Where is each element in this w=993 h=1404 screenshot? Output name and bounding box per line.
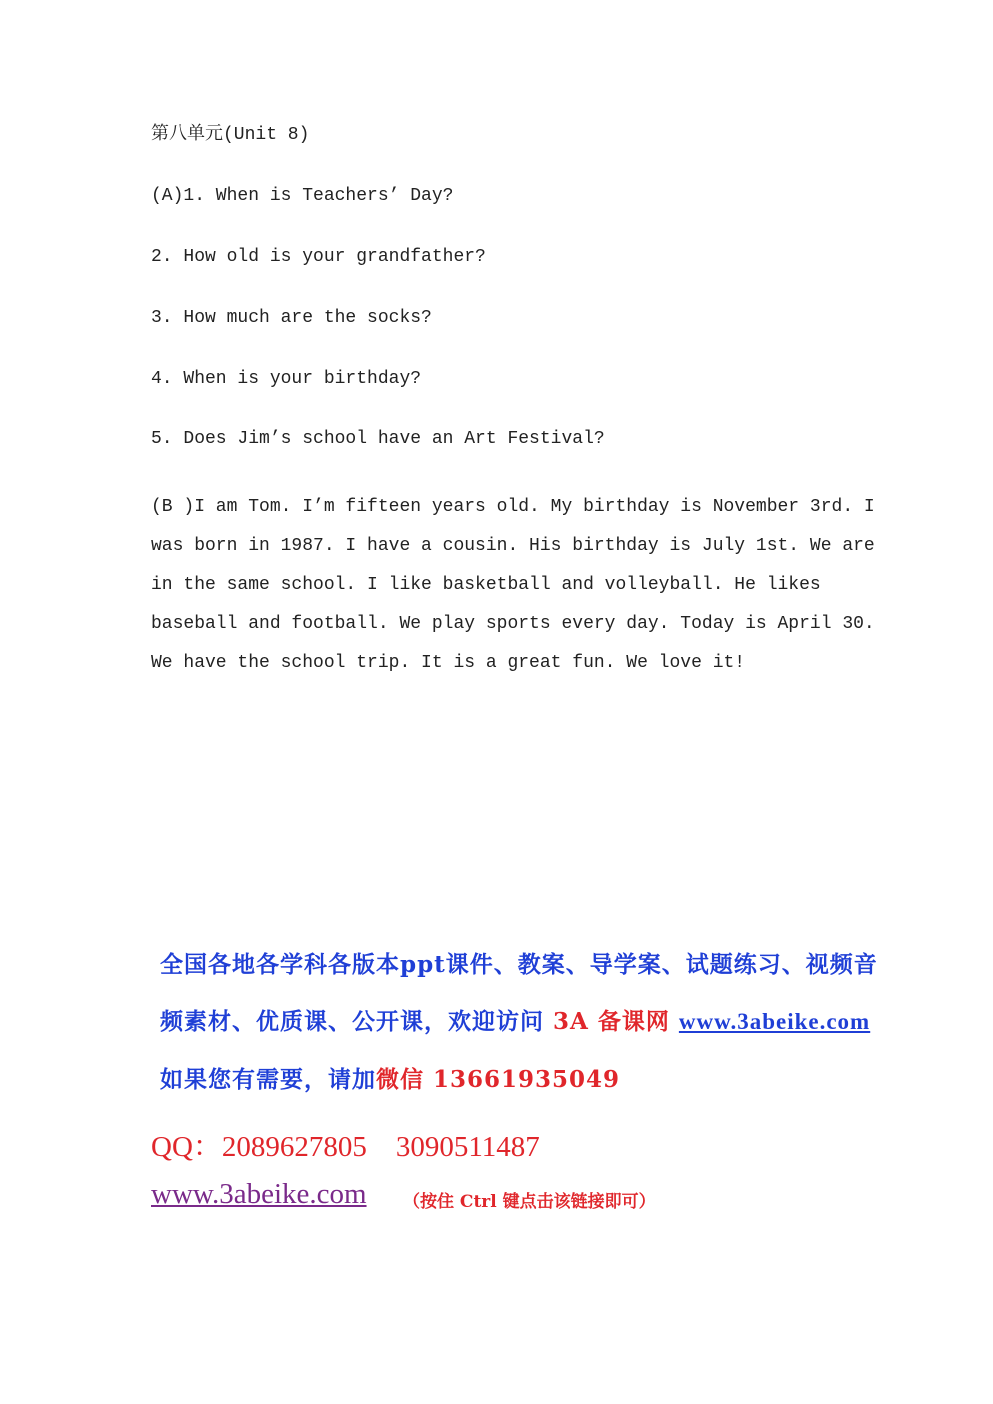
ad-line-2 — [160, 1003, 870, 1036]
paragraph-line: in the same school. I like basketball and volleyball. He likes — [151, 575, 821, 595]
question-5: 5. Does Jim’s school have an Art Festival? — [151, 429, 605, 449]
paragraph-line: was born in 1987. I have a cousin. His birthday is July 1st. We are — [151, 536, 875, 556]
paragraph-line: We have the school trip. It is a great fun. We love it! — [151, 653, 746, 673]
question-4: 4. When is your birthday? — [151, 369, 422, 389]
unit-title: 第八单元(Unit 8) — [151, 125, 310, 145]
website-link[interactable]: www.3abeike.com — [151, 1178, 367, 1210]
question-2: 2. How old is your grandfather? — [151, 247, 486, 267]
ad-line-3 — [160, 1061, 620, 1094]
ad-line-3-text: 如果您有需要，请加 — [160, 1066, 376, 1093]
paragraph-line: baseball and football. We play sports every day. Today is April 30. — [151, 614, 875, 634]
brand-name: 3A 备课网 — [553, 1008, 670, 1035]
paragraph-line: (B )I am Tom. I’m fifteen years old. My birthday is November 3rd. I — [151, 497, 875, 517]
ad-website-link[interactable]: www.3abeike.com — [678, 1009, 871, 1034]
question-1: (A)1. When is Teachers’ Day? — [151, 186, 454, 206]
qq-contact: QQ：2089627805 3090511487 — [151, 1131, 540, 1163]
ad-line-1: 全国各地各学科各版本ppt课件、教案、导学案、试题练习、视频音 — [160, 951, 878, 978]
section-b-paragraph — [151, 488, 875, 683]
ad-line-2-text: 频素材、优质课、公开课，欢迎访问 — [160, 1008, 554, 1035]
ctrl-click-hint: （按住 Ctrl 键点击该链接即可） — [403, 1192, 656, 1212]
question-3: 3. How much are the socks? — [151, 308, 432, 328]
wechat-contact: 微信 13661935049 — [376, 1066, 621, 1093]
